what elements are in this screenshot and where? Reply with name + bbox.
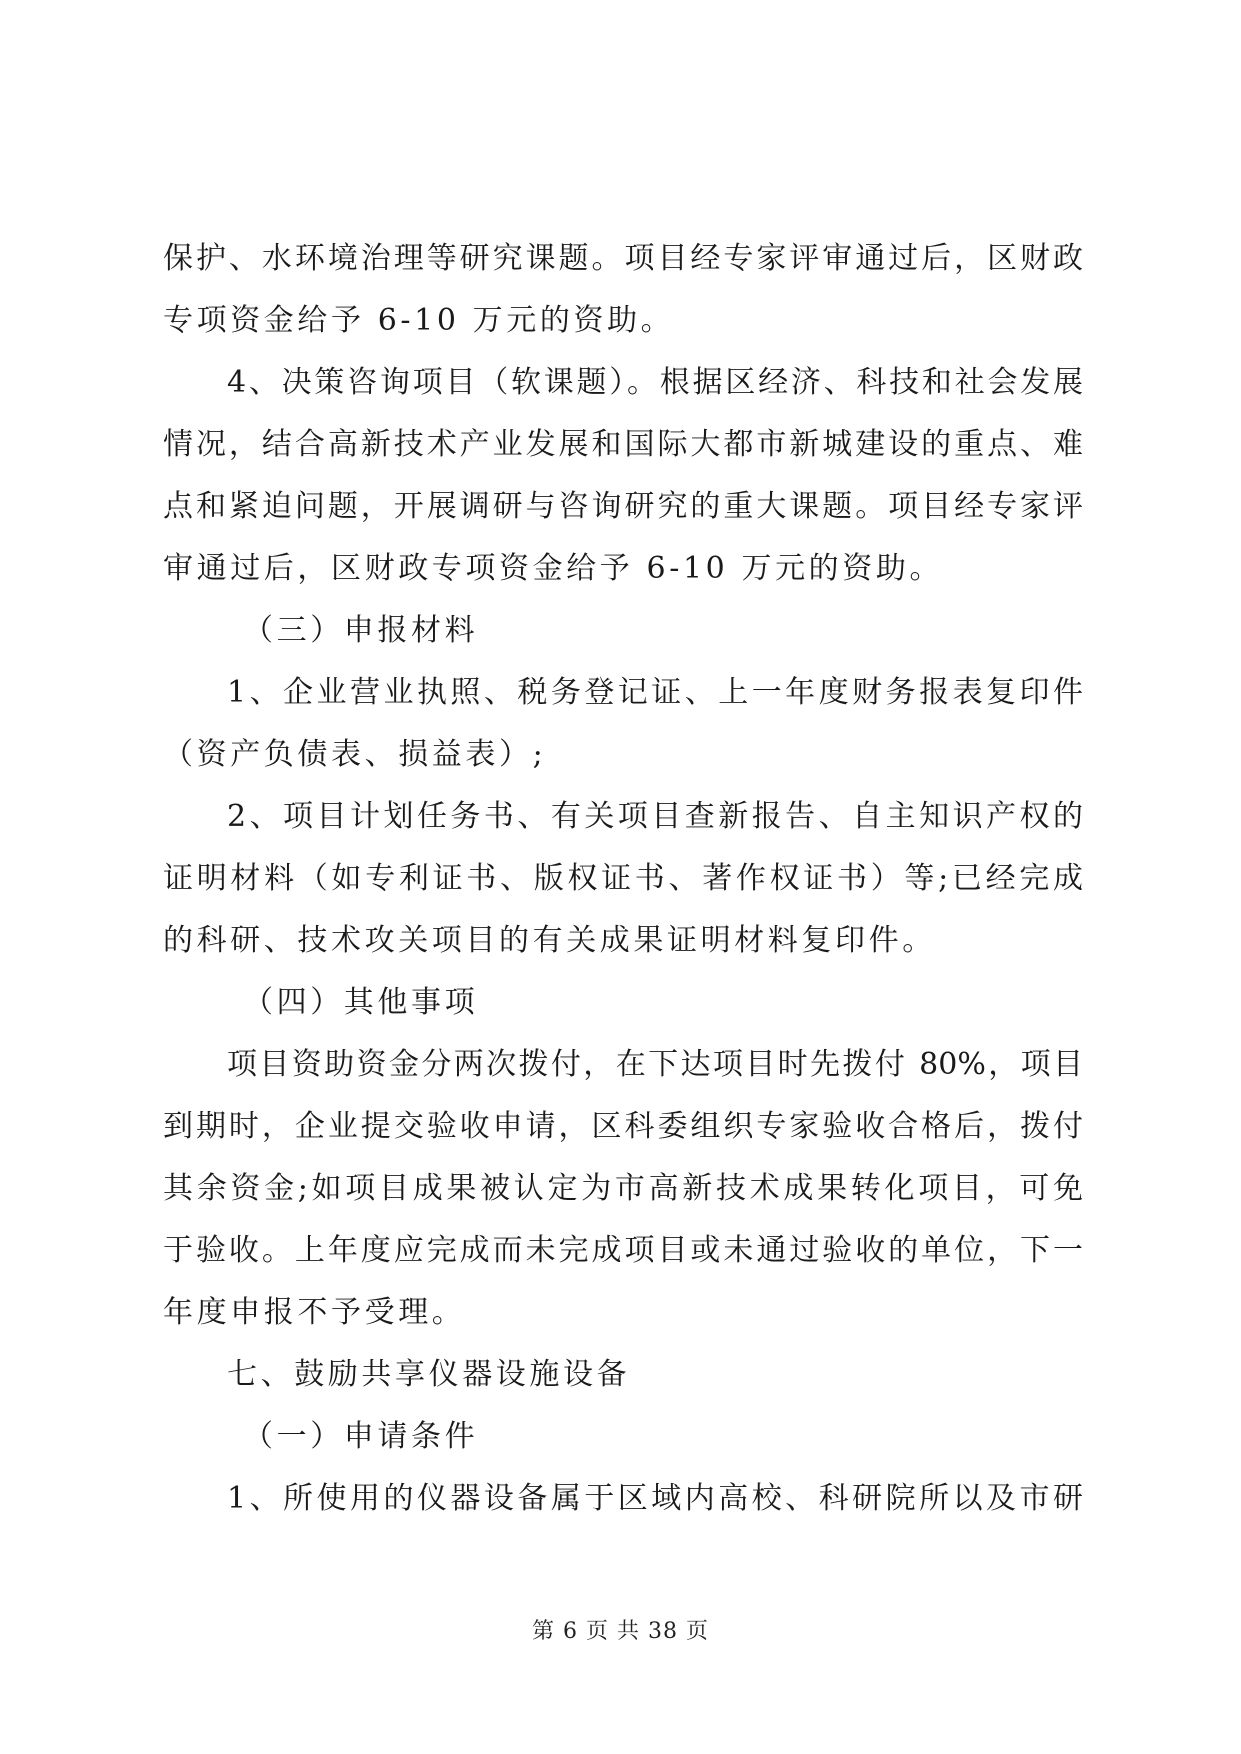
text-line: 证明材料（如专利证书、版权证书、著作权证书）等;已经完成	[163, 861, 1083, 896]
text-line: 1、所使用的仪器设备属于区域内高校、科研院所以及市研	[227, 1481, 1083, 1516]
text-line: 项目资助资金分两次拨付，在下达项目时先拨付 80%，项目	[227, 1047, 1083, 1082]
text-line: 点和紧迫问题，开展调研与咨询研究的重大课题。项目经专家评	[163, 489, 1083, 524]
document-body	[163, 228, 1083, 1530]
text-line: 的科研、技术攻关项目的有关成果证明材料复印件。	[163, 923, 936, 958]
text-line: 保护、水环境治理等研究课题。项目经专家评审通过后，区财政	[163, 241, 1083, 276]
text-line: 1、企业营业执照、税务登记证、上一年度财务报表复印件	[227, 675, 1083, 710]
text-line: （资产负债表、损益表）;	[163, 737, 547, 772]
text-line: 到期时，企业提交验收申请，区科委组织专家验收合格后，拨付	[163, 1109, 1083, 1144]
text-line: 七、鼓励共享仪器设施设备	[227, 1357, 631, 1392]
text-line: 情况，结合高新技术产业发展和国际大都市新城建设的重点、难	[163, 427, 1083, 462]
text-line: 专项资金给予 6-10 万元的资助。	[163, 303, 675, 338]
text-line: 2、项目计划任务书、有关项目查新报告、自主知识产权的	[227, 799, 1083, 834]
text-line: 于验收。上年度应完成而未完成项目或未通过验收的单位，下一	[163, 1233, 1083, 1268]
page-footer: 第 6 页 共 38 页	[532, 1619, 709, 1644]
text-line: （四）其他事项	[243, 985, 479, 1020]
text-line: （一）申请条件	[243, 1419, 479, 1454]
text-line: 其余资金;如项目成果被认定为市高新技术成果转化项目，可免	[163, 1171, 1083, 1206]
text-line: 年度申报不予受理。	[163, 1295, 466, 1330]
text-line: 4、决策咨询项目（软课题）。根据区经济、科技和社会发展	[227, 365, 1083, 400]
text-line: 审通过后，区财政专项资金给予 6-10 万元的资助。	[163, 551, 944, 586]
text-line: （三）申报材料	[243, 613, 479, 648]
